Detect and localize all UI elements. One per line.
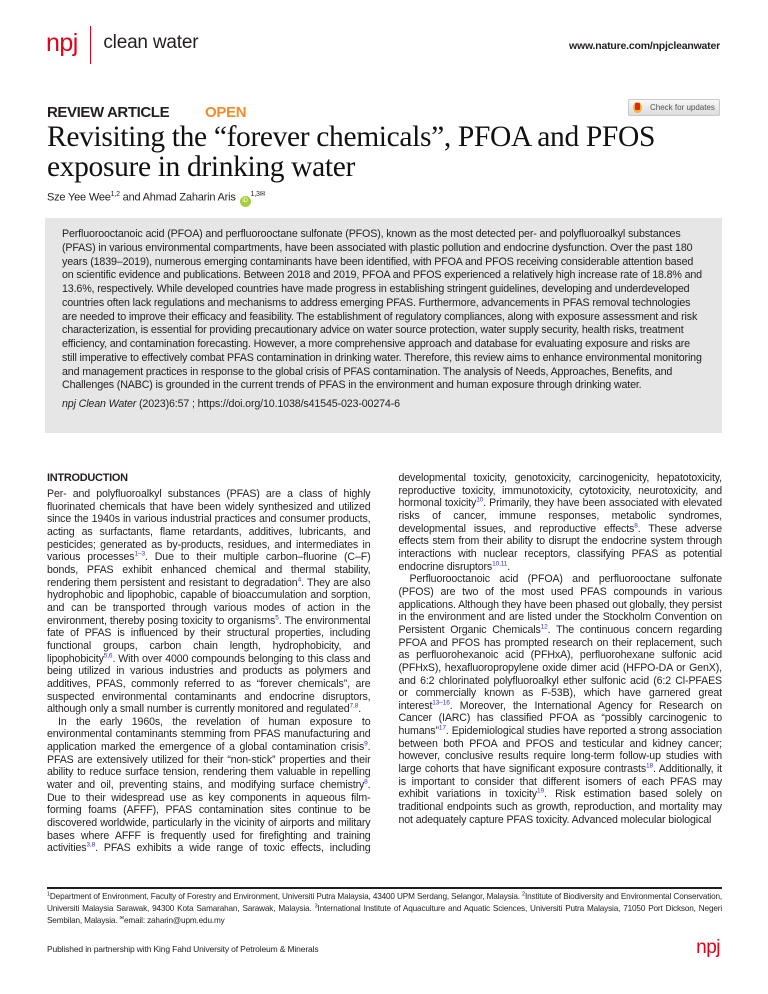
text-run: . Moreover, the International Agency for Research on Cancer (IARC) has classified PFOA as “possibly carcinogenic to humans” xyxy=(398,699,722,738)
affiliation-marker: ✉ xyxy=(119,915,125,922)
article-type: REVIEW ARTICLE xyxy=(47,104,170,121)
reference-link[interactable]: 9 xyxy=(364,740,368,748)
npj-footer-logo: npj xyxy=(696,937,720,958)
text-run: . They are also hydrophobic and lipophobic, capable of bioaccumulation and sorption, and can be transported through various modes of action in the environment, thereby posing toxicity to organisms xyxy=(47,576,371,627)
journal-name: clean water xyxy=(103,32,199,53)
reference-link[interactable]: 18 xyxy=(646,762,654,770)
check-for-updates-label: Check for updates xyxy=(650,103,715,112)
author-list xyxy=(47,190,265,207)
check-for-updates-button[interactable] xyxy=(628,99,720,116)
affiliation-marker: 3 xyxy=(314,903,318,910)
text-run: email: zaharin@upm.edu.my xyxy=(124,916,225,926)
text-run: Institute of Biodiversity and Environmental Conservation, Universiti Malaysia Sarawak, 94300 Kota Samarahan, Sarawak, Malaysia. xyxy=(47,892,722,914)
author-affiliation: 1,2 xyxy=(110,191,120,198)
text-run: Perfluorooctanoic acid (PFOA) and perfluorooctane sulfonate (PFOS) are two of the most used PFAS compounds in various applications. Although they have been phased out globally, they persist in the environment and are listed under the Stockholm Convention on Persistent Organic Chemicals xyxy=(398,573,722,636)
author-name[interactable]: Sze Yee Wee xyxy=(47,191,111,204)
author-name[interactable]: Ahmad Zaharin Aris xyxy=(142,191,236,204)
partnership-note: Published in partnership with King Fahd University of Petroleum & Minerals xyxy=(47,944,319,954)
orcid-icon[interactable]: iD xyxy=(240,196,251,207)
reference-link[interactable]: 12 xyxy=(540,623,548,631)
text-run: . PFAS exhibits a wide range of toxic effects, including developmental toxicity, genotoxicity, carcinogenicity, hepatotoxicity, reproductive toxicity, immunotoxicity, cytotoxicity, neurotoxicity, and hormonal toxicity xyxy=(95,472,722,855)
text-run: Department of Environment, Faculty of Forestry and Environment, Universiti Putra Malaysia, 43400 UPM Serdang, Selangor, Malaysia. xyxy=(49,892,523,901)
text-run: . These adverse effects stem from their ability to disrupt the endocrine system through interactions with nuclear receptors, classifying PFAS as potential endocrine disruptors xyxy=(398,522,722,573)
reference-link[interactable]: 3,8 xyxy=(86,841,96,849)
text-run: . The continuous concern regarding PFOA and PFOS has prompted research on their replacement, such as perfluorohexanoic acid (PFHxA), perfluorohexane sulfonic acid (PFHxS), hexafluoropropylene oxide dimer acid (HFPO-DA or GenX), and 6:2 chlorinated polyfluoroalkyl ether sulfonic acid (6:2 Cl-PFAES or commercially known as F-53B), which have garnered great interest xyxy=(398,623,722,712)
reference-link[interactable]: 7,8 xyxy=(349,702,359,710)
affiliation-marker: 2 xyxy=(522,891,525,898)
reference-link[interactable]: 5 xyxy=(275,614,279,622)
affiliation-marker: 1 xyxy=(47,891,50,898)
reference-link[interactable]: 4 xyxy=(297,576,302,584)
journal-logo[interactable] xyxy=(46,26,198,64)
author-joiner: and xyxy=(122,191,141,204)
text-run: . Additionally, it is important to consider that different isomers of each PFAS may exhibit variations in toxicity xyxy=(398,763,722,801)
text-run: . Risk estimation based solely on traditional endpoints such as growth, reproduction, and mortality may not adequately capture PFAS toxicity. Advanced molecular biological xyxy=(398,788,722,826)
citation-journal: npj Clean Water xyxy=(62,398,137,410)
reference-link[interactable]: 8 xyxy=(364,778,368,786)
citation-doi-link[interactable]: (2023)6:57 ; https://doi.org/10.1038/s41545-023-00274-6 xyxy=(136,398,400,410)
footnote-divider xyxy=(47,887,722,889)
abstract-text: Perfluorooctanoic acid (PFOA) and perfluorooctane sulfonate (PFOS), known as the most detected per- and polyfluoroalkyl substances (PFAS) in various environmental compartments, have been associated with plastic pollution and endocrine dysfunction. Over the past 180 years (1839–2019), numerous emerging contaminants have been identified, with PFOA and PFOS receiving considerable attention based on scientific evidence and publications. Between 2018 and 2019, PFOA and PFOS experienced a relatively high increase rate of 18.8% and 13.6%, respectively. While developed countries have made progress in establishing stringent guidelines, developing and underdeveloped countries often lack regulations and mechanisms to address emerging PFAS. Furthermore, advancements in PFAS removal technologies are needed to improve their efficacy and feasibility. The establishment of regulatory compliances, along with exposure assessment and risk characterization, is essential for providing precautionary advice on water source protection, water supply security, health risks, treatment efficiency, and contamination forecasting. However, a more comprehensive approach and database for evaluating exposure and risks are still imperative to effectively combat PFAS contamination in drinking water. Therefore, this review aims to enhance environmental monitoring and management practices in response to the global crisis of PFAS contamination. The analysis of Needs, Approaches, Benefits, and Challenges (NABC) is grounded in the current trends of PFAS in the environment and human exposure through drinking water. xyxy=(62,228,702,392)
text-run: . With over 4000 compounds belonging to this class and being utilized in various industries and products as polymers and additives, PFAS, commonly referred to as “forever chemicals”, are suspected environmental contaminants and endocrine disruptors, although only a small number is currently monitored and regulated xyxy=(47,652,371,716)
abstract-box xyxy=(45,218,722,433)
open-access-badge: OPEN xyxy=(205,104,247,121)
logo-divider xyxy=(90,26,92,64)
reference-link[interactable]: 19 xyxy=(536,787,544,795)
text-run: . PFAS are extensively utilized for their “non-stick” properties and their ability to reduce surface tension, rendering them valuable in repelling water and oil, preventing stains, and modifying surface chemistry xyxy=(47,741,371,792)
reference-link[interactable]: 10 xyxy=(476,496,484,504)
affiliations-footnote xyxy=(47,891,722,928)
reference-link[interactable]: 5,6 xyxy=(103,652,113,659)
body-paragraph xyxy=(47,488,371,716)
body-paragraph xyxy=(399,573,723,826)
text-run: In the early 1960s, the revelation of human exposure to environmental contaminants stemming from PFAS manufacturing and application marked the emergence of a global contamination crisis xyxy=(47,715,371,754)
text-run: . Due to their widespread use as key components in aqueous film-forming foams (AFFF), PFAS contamination sites continue to be discovered worldwide, particularly in the vicinity of airports and military bases where AFFF is frequently used for firefighting and training activities xyxy=(47,779,371,855)
text-run: . Epidemiological studies have reported a strong association between both PFOA and PFOS and testicular and kidney cancer; however, conclusive results require long-term follow-up studies with large cohorts that have significant exposure contrasts xyxy=(398,725,722,776)
text-run: Per- and polyfluoroalkyl substances (PFAS) are a class of highly fluorinated chemicals that have been widely synthesized and utilized since the 1940s in various industrial practices and consumer products, acting as surfactants, flame retardants, additives, lubricants, and pesticides; generated as by-products, residues, and intermediates in various processes xyxy=(47,488,371,564)
text-run: . xyxy=(358,703,362,716)
article-body xyxy=(47,472,722,867)
reference-link[interactable]: 13–16 xyxy=(432,699,450,707)
text-run: . Due to their multiple carbon–fluorine (C–F) bonds, PFAS exhibit enhanced chemical and thermal stability, rendering them persistent and resistant to degradation xyxy=(47,551,371,589)
text-run: . Primarily, they have been associated with elevated risks of cancer, immune responses, metabolic syndromes, developmental issues, and reproductive effects xyxy=(398,497,722,535)
text-run: . xyxy=(507,560,511,573)
article-title: Revisiting the “forever chemicals”, PFOA and PFOS exposure in drinking water xyxy=(47,121,655,183)
citation-line xyxy=(62,398,705,412)
reference-link[interactable]: 1–3 xyxy=(134,550,145,558)
bookmark-icon xyxy=(633,102,642,113)
section-heading-introduction: INTRODUCTION xyxy=(47,472,128,484)
author-affiliation[interactable]: 1,3✉ xyxy=(250,191,266,198)
text-run: International Institute of Aquaculture and Aquatic Sciences, Universiti Putra Malaysia, 71050 Port Dickson, Negeri Sembilan, Malaysia. xyxy=(47,904,722,926)
npj-logo-mark: npj xyxy=(46,28,78,57)
reference-link[interactable]: 8 xyxy=(634,522,638,530)
text-run: . The environmental fate of PFAS is influenced by their structural properties, including functional groups, carbon chain length, hydrophobicity, and lipophobicity xyxy=(47,614,371,665)
reference-link[interactable]: 10,11 xyxy=(492,560,508,568)
journal-url-link[interactable]: www.nature.com/npjcleanwater xyxy=(569,40,720,52)
reference-link[interactable]: 17 xyxy=(438,724,446,732)
